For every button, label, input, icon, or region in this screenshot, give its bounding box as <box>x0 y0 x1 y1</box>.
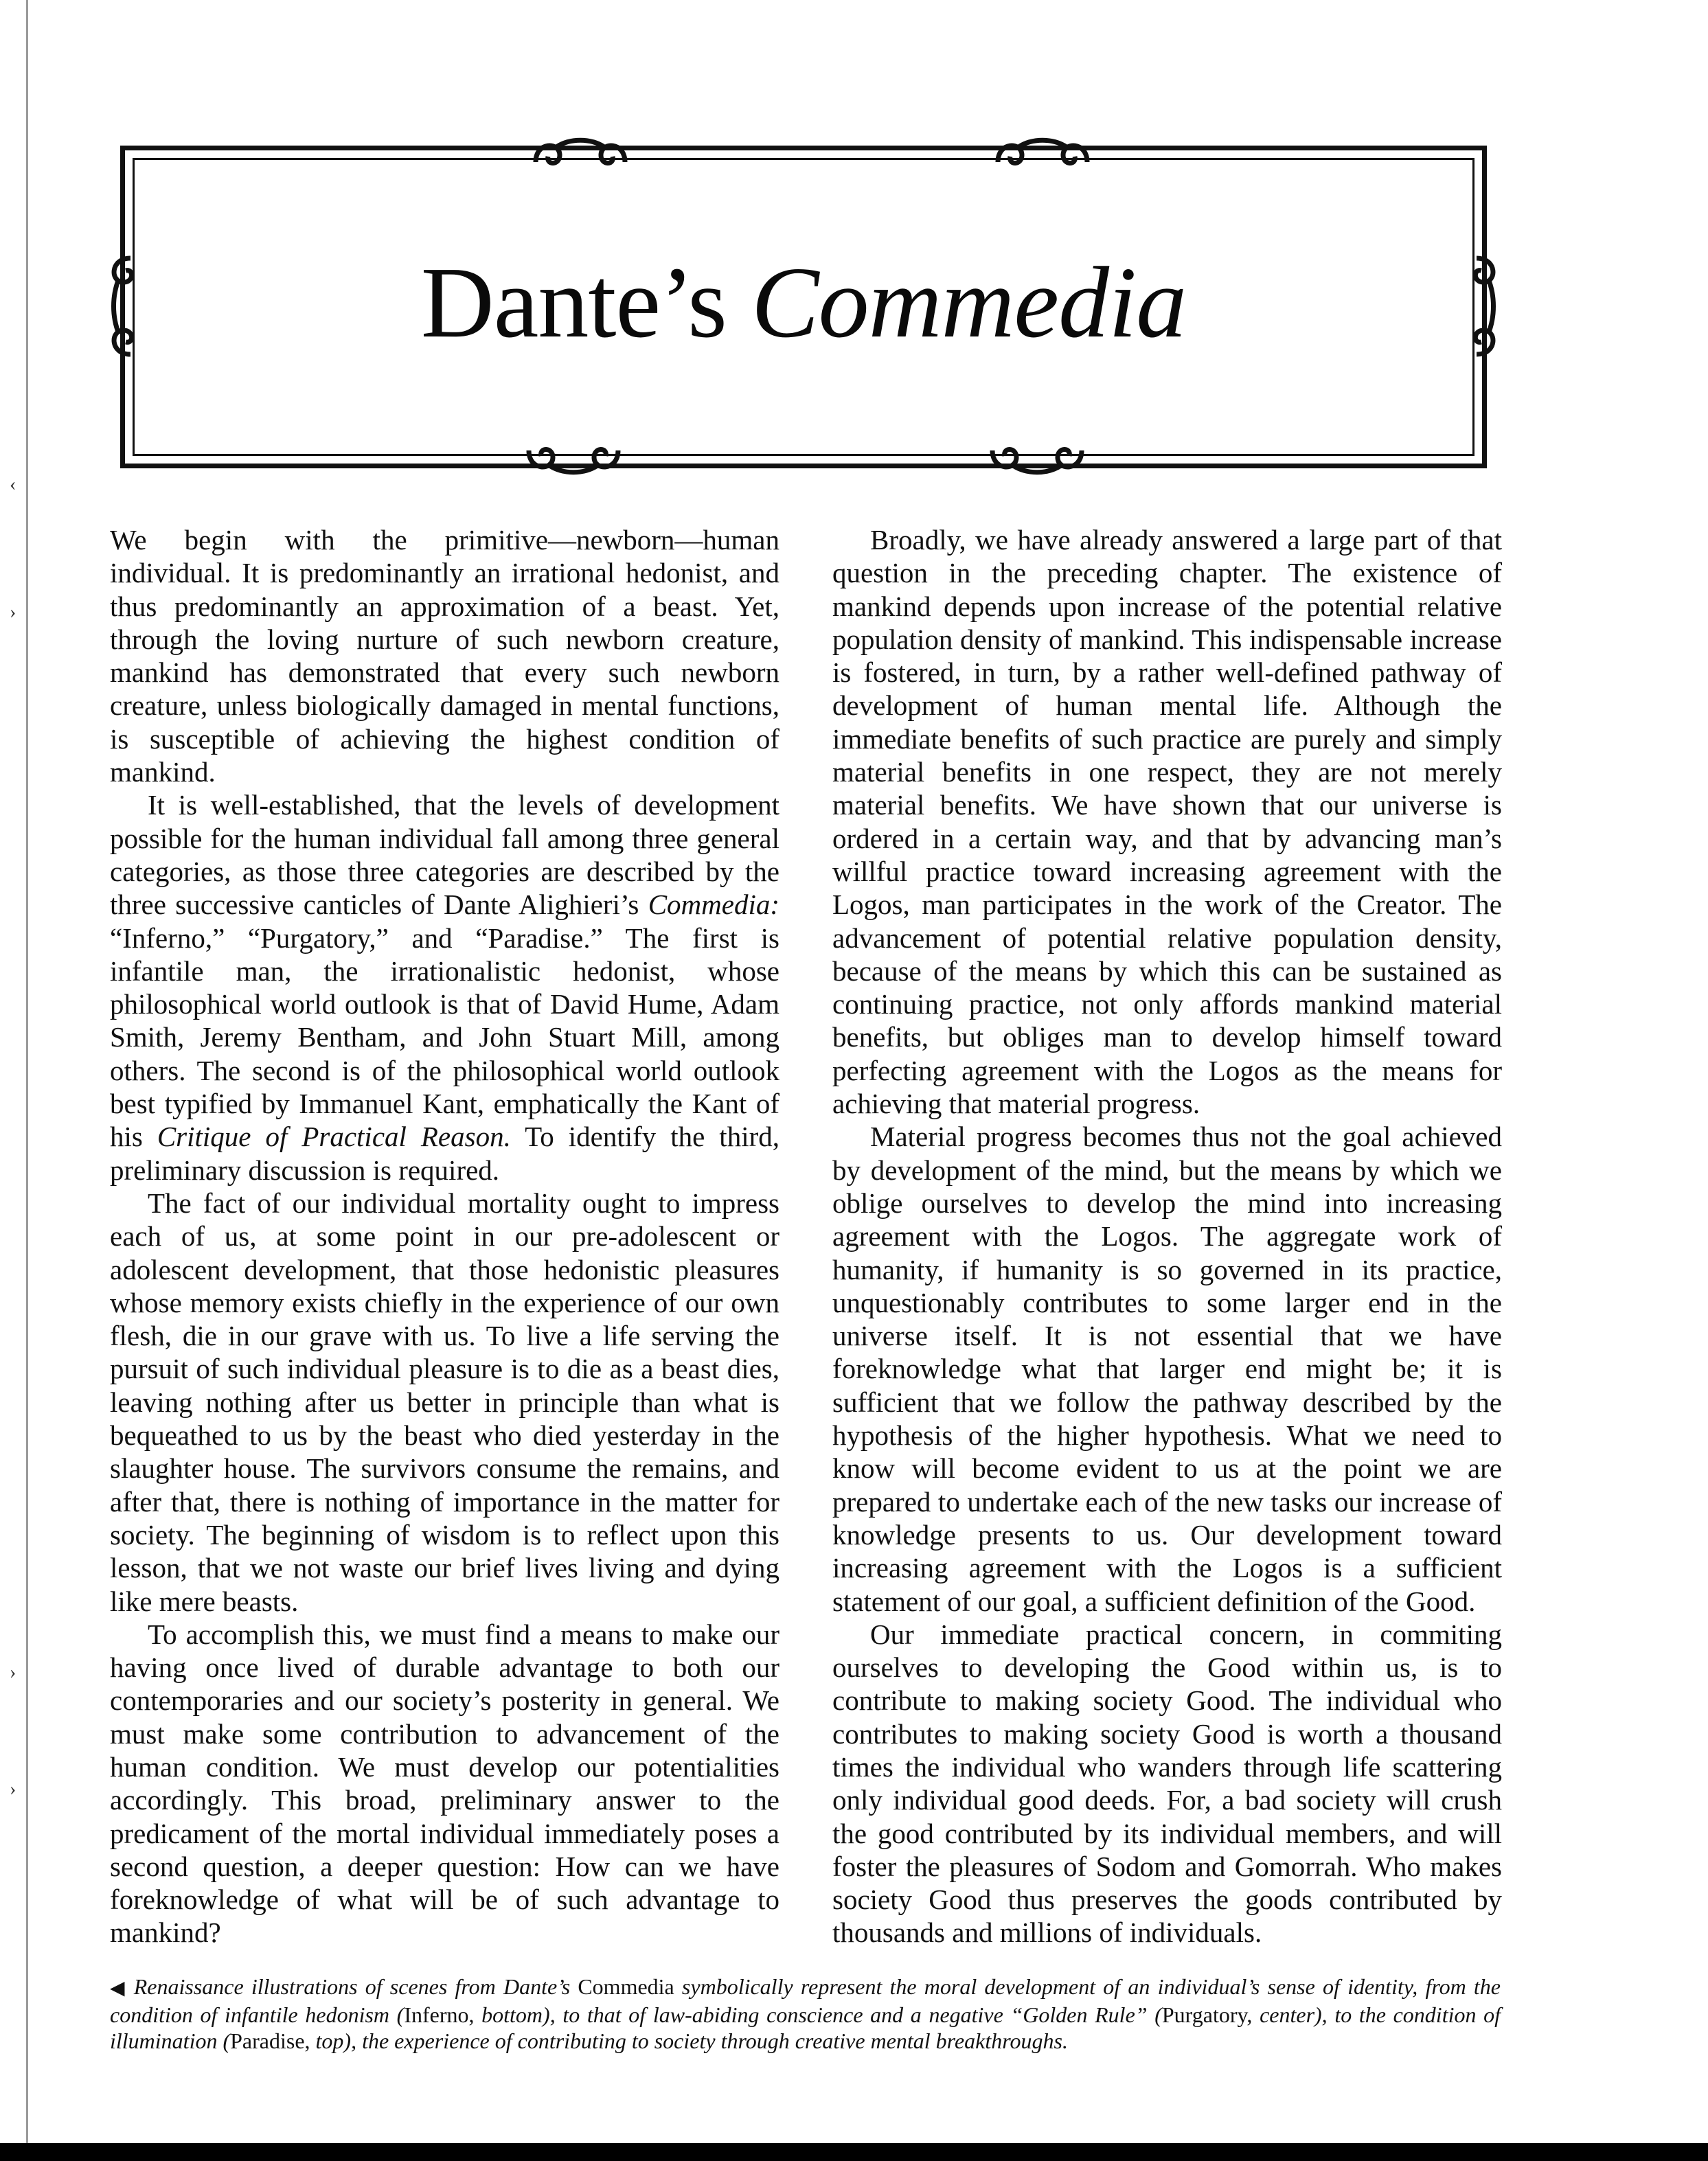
scroll-ornament-icon <box>522 437 625 478</box>
right-column <box>832 523 1502 1950</box>
title-italic: Commedia <box>751 247 1187 359</box>
left-arrow-icon: ◀ <box>110 1978 127 1999</box>
scroll-ornament-icon <box>529 135 632 176</box>
caption-text: bottom), to that of law-abiding conscience and a negative “Golden Rule” ( <box>474 2002 1162 2027</box>
left-column <box>110 523 779 1950</box>
figure-caption <box>110 1974 1501 2054</box>
margin-tick: › <box>10 602 16 623</box>
paragraph-emphasis: Critique of Practical Reason. <box>157 1121 511 1153</box>
scroll-ornament-icon <box>106 251 141 361</box>
paragraph-text: “Inferno,” “Purgatory,” and “Paradise.” The first is infantile man, the irrationalistic hedonist, whose philosophical world outlook is that of David Hume, Adam Smith, Jeremy Bentham, and John Stuart Mill, among others. The second is of the philosophical world outlook best typified by Immanuel Kant, emphatically the Kant of his <box>110 922 779 1153</box>
paragraph: Broadly, we have already answered a large part of that question in the preceding chapter. The existence of mankind depends upon increase of the potential relative population density of mankind. This indispensable increase is fostered, in turn, by a rather well-defined pathway of development of human mental life. Although the immediate benefits of such practice are purely and simply material benefits in one respect, they are not merely material benefits. We have shown that our universe is ordered in a certain way, and that by advancing man’s willful practice toward increasing agreement with the Logos, man participates in the work of the Creator. The advancement of potential relative population density, because of the means by which this can be sustained as continuing practice, not only affords mankind material benefits, but obliges man to develop himself toward perfecting agreement with the Logos as the means for achieving that material progress. <box>832 524 1502 1120</box>
title-plain: Dante’s <box>420 247 727 359</box>
bottom-scan-bar <box>0 2143 1708 2161</box>
paragraph <box>110 788 779 1187</box>
scan-edge-line <box>26 0 28 2161</box>
caption-roman: Commedia <box>578 1974 674 1999</box>
paragraph: Material progress becomes thus not the goal achieved by development of the mind, but the means by which we oblige ourselves to develop the mind into increasing agreement with the Logos. The aggregate work of humanity, if humanity is so governed in its practice, unquestionably contributes to some larger end in the universe itself. It is not essential that we have foreknowledge what that larger end might be; it is sufficient that we follow the pathway described by the hypothesis of the higher hypothesis. What we need to know will become evident to us at the point we are prepared to undertake each of the new tasks our increase of knowledge presents to us. Our development toward increasing agreement with the Logos is a sufficient statement of our goal, a sufficient definition of the Good. <box>832 1121 1502 1617</box>
title-frame <box>106 135 1501 478</box>
paragraph-text: To identify the third, preliminary discussion is required. <box>110 1121 779 1186</box>
caption-text: center), to the condition of illumination ( <box>110 2002 1501 2053</box>
paragraph: To accomplish this, we must find a means to make our having once lived of durable advantage to both our contemporaries and our society’s posterity in general. We must make some contribution to advancement of the human condition. We must develop our potentialities accordingly. This broad, preliminary answer to the predicament of the mortal individual immediately poses a second question, a deeper question: How can we have foreknowledge of what will be of such advantage to mankind? <box>110 1618 779 1949</box>
caption-text: Renaissance illustrations of scenes from Dante’s <box>133 1974 578 1999</box>
paragraph: Our immediate practical concern, in commiting ourselves to developing the Good within us, is to contribute to making society Good. The individual who contributes to making society Good is worth a thousand times the individual who wanders through life scattering only individual good deeds. For, a bad society will crush the good contributed by its individual members, and will foster the pleasures of Sodom and Gomorrah. Who makes society Good thus preserves the goods contributed by thousands and millions of individuals. <box>832 1618 1502 1949</box>
paragraph: We begin with the primitive—newborn—human individual. It is predominantly an irrational hedonist, and thus predominantly an approximation of a beast. Yet, through the loving nurture of such newborn creature, mankind has demonstrated that every such newborn creature, unless biologically damaged in mental functions, is susceptible of achieving the highest condition of mankind. <box>110 524 779 788</box>
caption-roman: Paradise, <box>230 2028 310 2053</box>
page-title <box>282 244 1325 361</box>
scroll-ornament-icon <box>991 135 1094 176</box>
paragraph-text: It is well-established, that the levels of development possible for the human individual fall among three general categories, as those three categories are described by the three successive canticles of Dante Alighieri’s <box>110 789 779 921</box>
caption-text: top), the experience of contributing to society through creative mental breakthroughs. <box>310 2028 1068 2053</box>
scroll-ornament-icon <box>1466 251 1501 361</box>
margin-tick: › <box>10 1779 16 1800</box>
paragraph: The fact of our individual mortality ought to impress each of us, at some point in our pre-adolescent or adolescent development, that those hedonistic pleasures whose memory exists chiefly in the experience of our own flesh, die in our grave with us. To live a life serving the pursuit of such individual pleasure is to die as a beast dies, leaving nothing after us better in principle than what is bequeathed to us by the beast who died yesterday in the slaughter house. The survivors consume the remains, and after that, there is nothing of importance in the matter for society. The beginning of wisdom is to reflect upon this lesson, that we not waste our brief lives living and dying like mere beasts. <box>110 1187 779 1617</box>
scroll-ornament-icon <box>986 437 1089 478</box>
caption-roman: Purgatory, <box>1161 2002 1253 2027</box>
caption-roman: Inferno, <box>404 2002 475 2027</box>
paragraph-emphasis: Commedia: <box>648 889 779 921</box>
margin-tick: ‹ <box>10 474 16 495</box>
caption-text: symbolically represent the moral development of an individual’s sense of identity, from the condition of infantile hedonism ( <box>110 1974 1501 2027</box>
margin-tick: › <box>10 1662 16 1683</box>
